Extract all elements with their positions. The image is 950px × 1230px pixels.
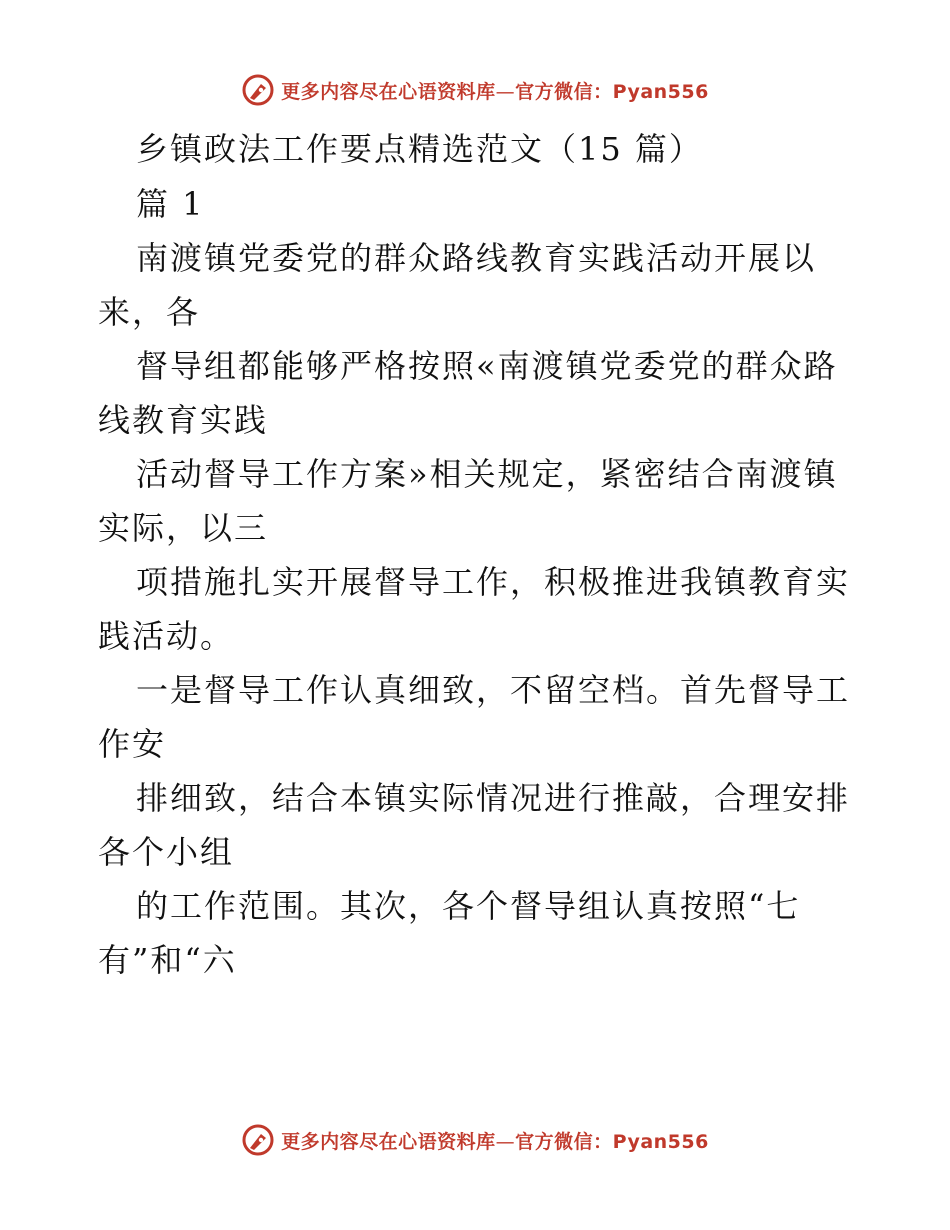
section-heading: 篇 1 <box>136 185 205 223</box>
text-line: 作安 <box>98 725 167 763</box>
text-line: 实际，以三 <box>98 509 269 547</box>
text-line: 一是督导工作认真细致，不留空档。首先督导工 <box>136 671 851 709</box>
document-body <box>98 122 858 987</box>
text-line: 督导组都能够严格按照«南渡镇党委党的群众路 <box>136 347 838 385</box>
pen-nib-seal-icon <box>241 1123 275 1157</box>
text-line: 来，各 <box>98 293 201 331</box>
pen-nib-seal-icon <box>241 73 275 107</box>
text-line: 各个小组 <box>98 833 235 871</box>
text-line: 践活动。 <box>98 617 235 655</box>
paragraph-lines <box>98 231 858 987</box>
watermark-text: 更多内容尽在心语资料库—官方微信：Pyan556 <box>281 80 709 103</box>
text-line: 排细致，结合本镇实际情况进行推敲，合理安排 <box>136 779 851 817</box>
footer-watermark <box>0 1120 950 1160</box>
header-watermark <box>0 70 950 110</box>
text-line: 有”和“六 <box>98 941 237 979</box>
text-line: 的工作范围。其次，各个督导组认真按照“七 <box>136 887 801 925</box>
watermark-text: 更多内容尽在心语资料库—官方微信：Pyan556 <box>281 1130 709 1153</box>
text-line: 活动督导工作方案»相关规定，紧密结合南渡镇 <box>136 455 838 493</box>
text-line: 南渡镇党委党的群众路线教育实践活动开展以 <box>136 239 817 277</box>
text-line: 项措施扎实开展督导工作，积极推进我镇教育实 <box>136 563 851 601</box>
document-title: 乡镇政法工作要点精选范文（15 篇） <box>136 130 703 168</box>
text-line: 线教育实践 <box>98 401 269 439</box>
